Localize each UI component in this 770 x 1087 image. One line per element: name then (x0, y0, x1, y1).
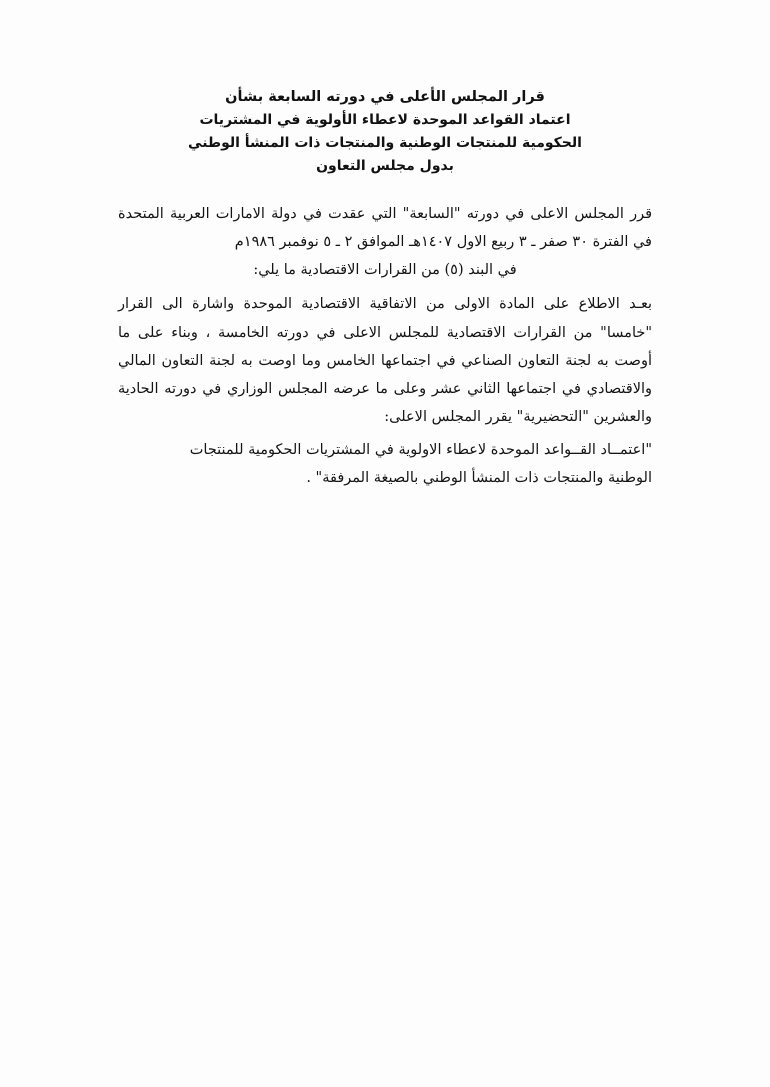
paragraph-1-line-3: في البند (٥) من القرارات الاقتصادية ما يلي: (253, 262, 517, 279)
title-line-2: اعتماد القواعد الموحدة لاعطاء الأولوية في المشتريات (199, 112, 571, 129)
paragraph-2-line-1: بعـد الاطلاع على المادة الاولى من الاتفاقية الاقتصادية الموحدة واشارة الى (162, 296, 652, 313)
paragraph-3-line-2: الوطنية والمنتجات ذات المنشأ الوطني بالصيغة المرفقة" . (306, 469, 652, 486)
title-line-4: بدول مجلس التعاون (316, 157, 454, 174)
page-blank-area (118, 496, 652, 1056)
paragraph-1-line-2: المتحدة في الفترة ٣٠ صفر ـ ٣ ربيع الاول ١٤٠٧هـ الموافق ٢ ـ ٥ نوفمبر ١٩٨٦م (118, 205, 652, 250)
paragraph-2-line-5: في دورته الحادية والعشرين "التحضيرية" يقرر المجلس الاعلى: (118, 381, 652, 426)
paragraph-2-line-4: التعاون المالي والاقتصادي في اجتماعها الثاني عشر وعلى ما عرضه المجلس الوزاري (118, 352, 653, 398)
paragraph-1 (118, 200, 652, 285)
paragraph-3 (118, 436, 652, 493)
title-line-3: الحكومية للمنتجات الوطنية والمنتجات ذات المنشأ الوطني (188, 135, 582, 152)
document-body (0, 178, 770, 1057)
page-title (0, 0, 770, 178)
paragraph-2-line-3: على ما أوصت به لجنة التعاون الصناعي في اجتماعها الخامس وما اوصت به لجنة (118, 324, 652, 369)
title-line-1: قرار المجلس الأعلى في دورته السابعة بشأن (225, 89, 545, 105)
paragraph-3-line-1: "اعتمــاد القــواعد الموحدة لاعطاء الاولوية في المشتريات الحكومية للمنتجات (189, 441, 652, 458)
paragraph-2 (118, 290, 652, 431)
paragraph-2-line-2: القرار "خامسا" من القرارات الاقتصادية للمجلس الاعلى في دورته الخامسة ، وبناء (118, 296, 653, 341)
paragraph-1-line-1: قرر المجلس الاعلى في دورته "السابعة" التي عقدت في دولة الامارات العربية (169, 205, 653, 222)
